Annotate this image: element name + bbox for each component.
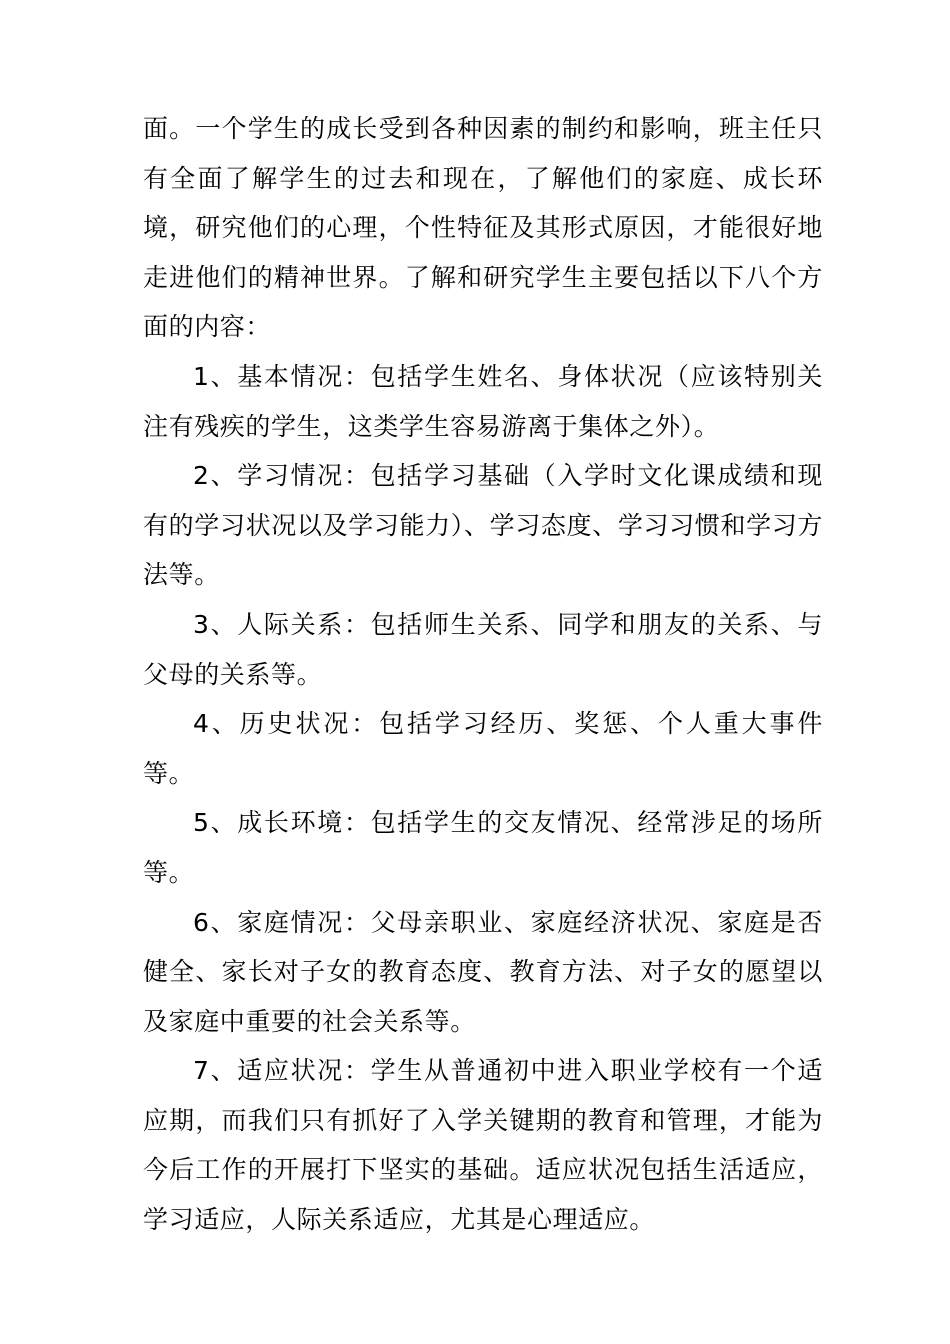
paragraph-growth-environment: 5、成长环境：包括学生的交友情况、经常涉足的场所等。 bbox=[143, 808, 823, 887]
paragraph-intro: 面。一个学生的成长受到各种因素的制约和影响，班主任只有全面了解学生的过去和现在，了解他们的家庭、成长环境，研究他们的心理，个性特征及其形式原因，才能很好地走进他们的精神世界。了解和研究学生主要包括以下八个方面的内容： bbox=[143, 114, 823, 342]
paragraph-basic-info: 1、基本情况：包括学生姓名、身体状况（应该特别关注有残疾的学生，这类学生容易游离于集体之外）。 bbox=[143, 361, 823, 441]
paragraph-history: 4、历史状况：包括学习经历、奖惩、个人重大事件等。 bbox=[143, 709, 823, 788]
paragraph-family: 6、家庭情况：父母亲职业、家庭经济状况、家庭是否健全、家长对子女的教育态度、教育方法、对子女的愿望以及家庭中重要的社会关系等。 bbox=[143, 907, 823, 1036]
document-page bbox=[143, 104, 823, 1245]
paragraph-relationships: 3、人际关系：包括师生关系、同学和朋友的关系、与父母的关系等。 bbox=[143, 609, 823, 689]
paragraph-study-status: 2、学习情况：包括学习基础（入学时文化课成绩和现有的学习状况以及学习能力）、学习态度、学习习惯和学习方法等。 bbox=[143, 461, 823, 590]
paragraph-adaptation: 7、适应状况：学生从普通初中进入职业学校有一个适应期，而我们只有抓好了入学关键期的教育和管理，才能为今后工作的开展打下坚实的基础。适应状况包括生活适应，学习适应，人际关系适应，尤其是心理适应。 bbox=[143, 1056, 823, 1235]
